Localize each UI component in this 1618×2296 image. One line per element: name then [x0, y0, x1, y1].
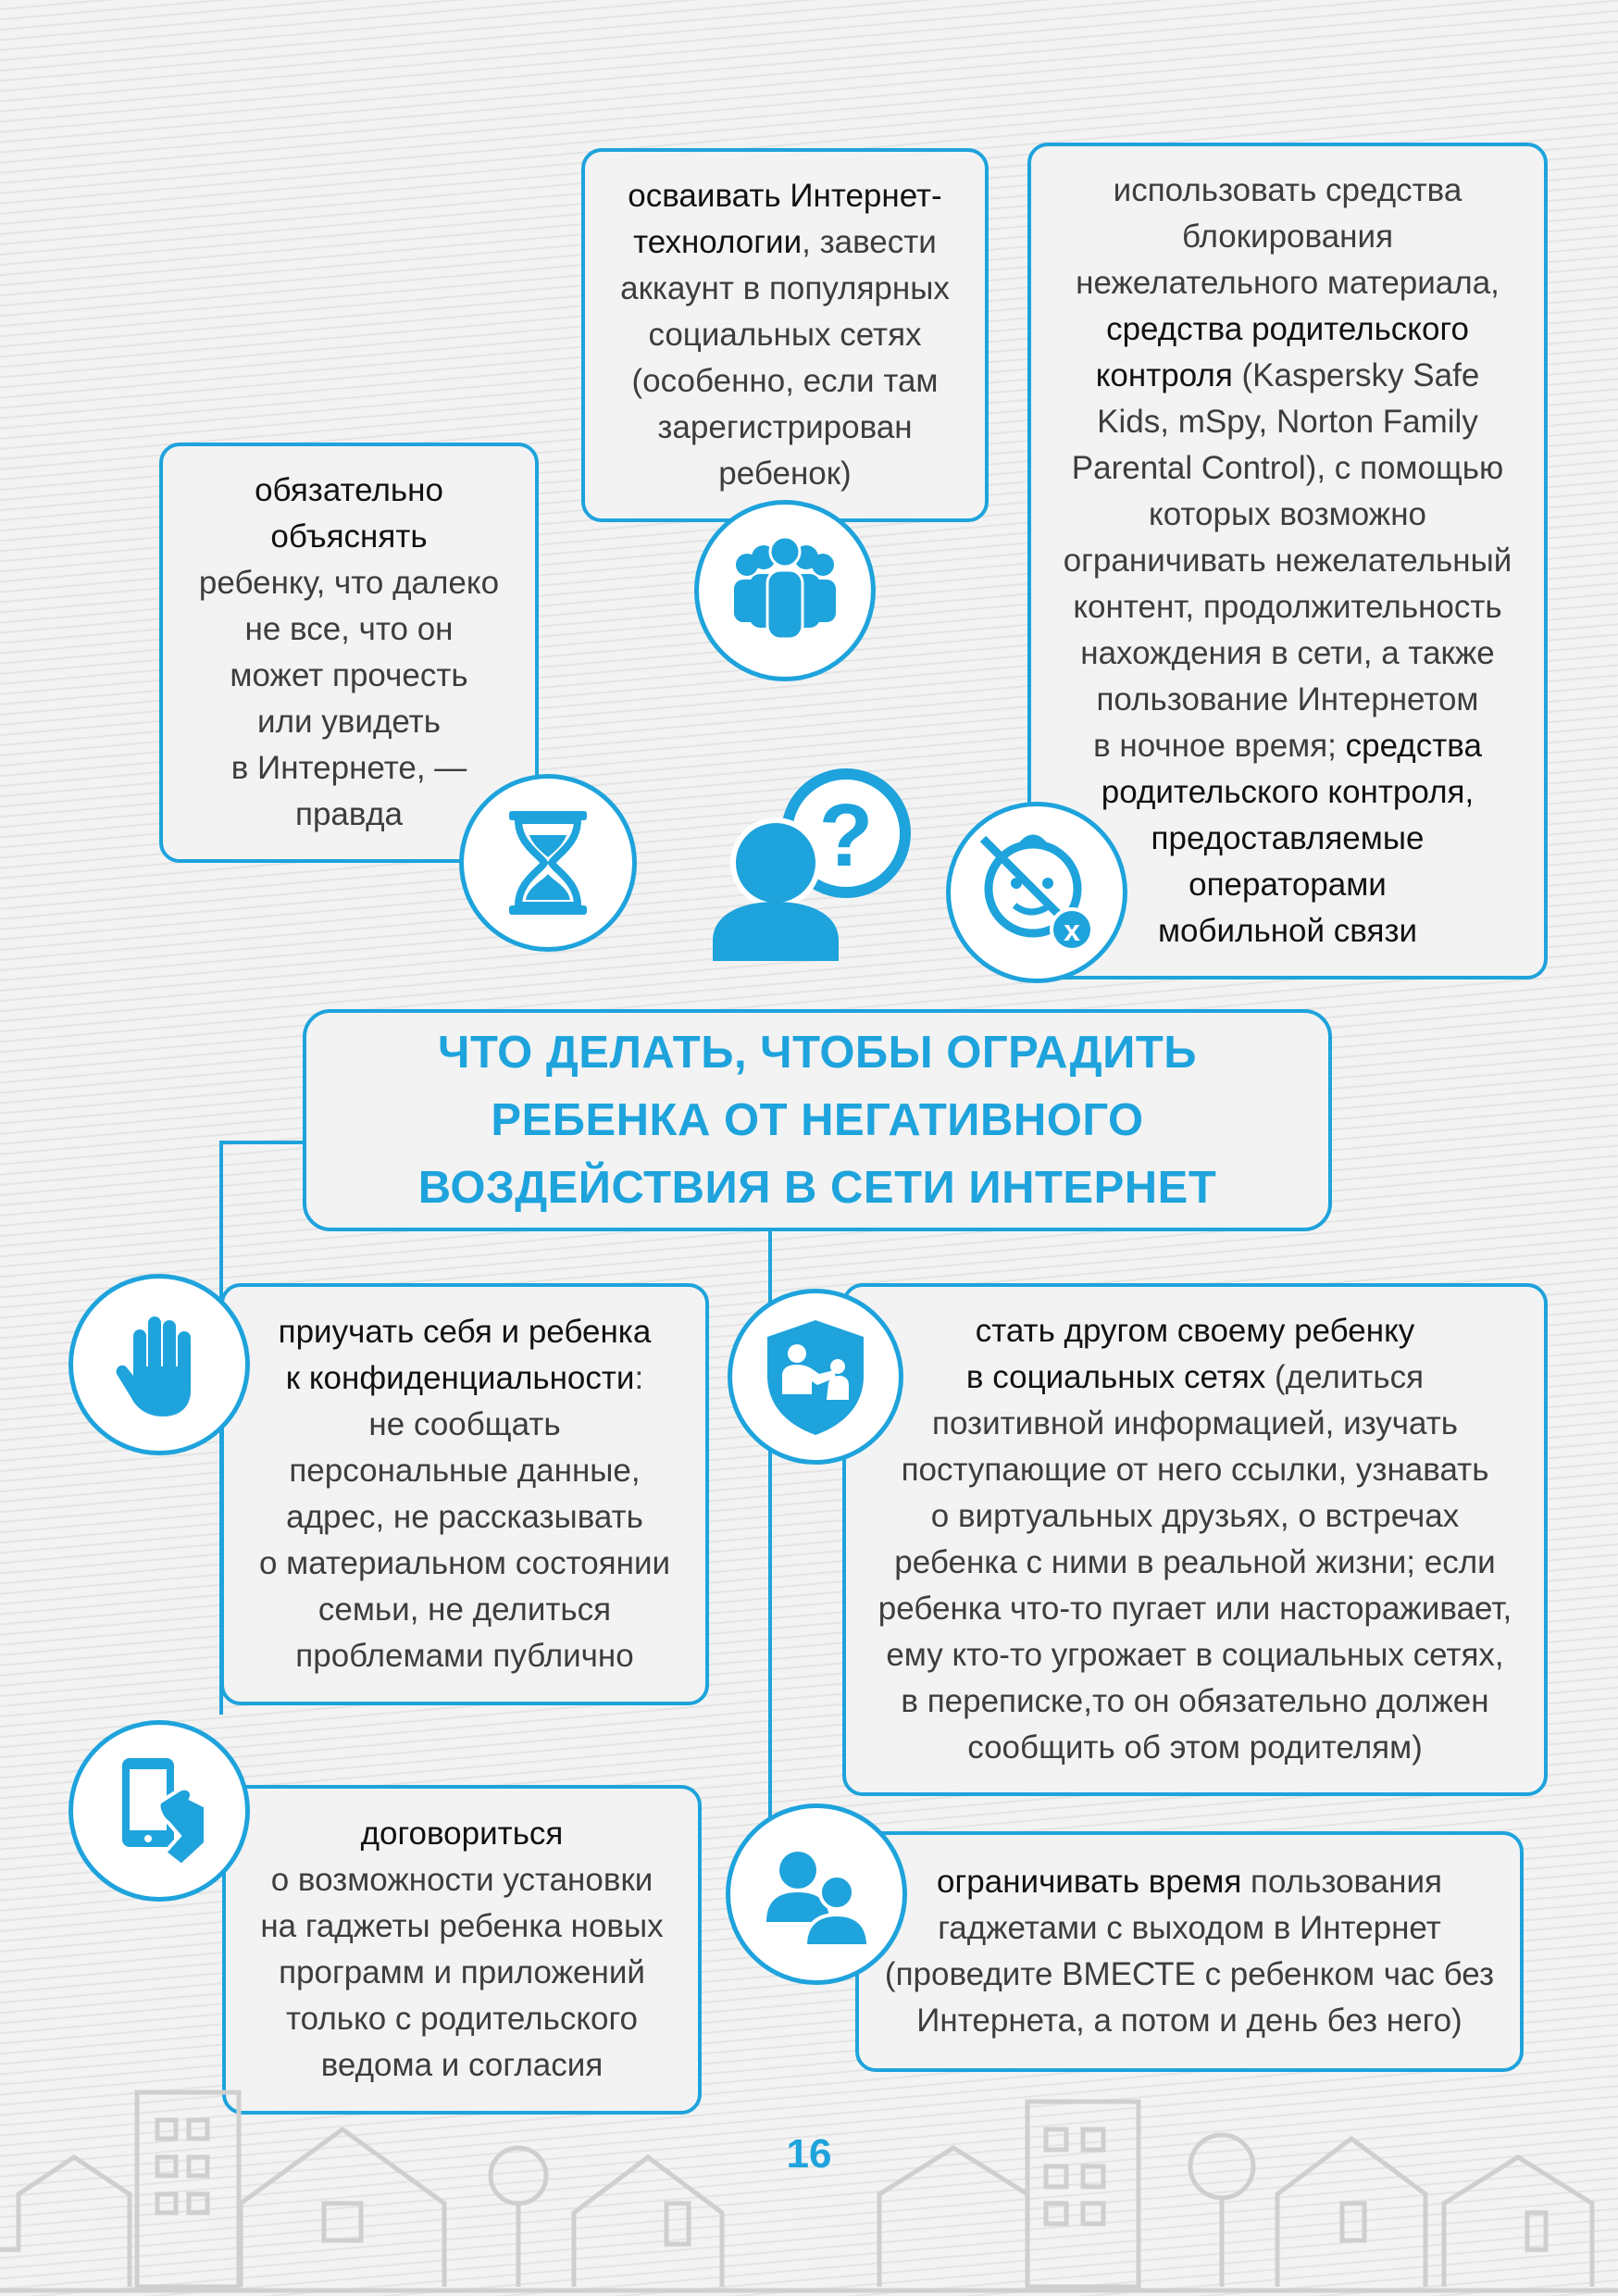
blocked-child-icon: [946, 802, 1127, 983]
two-people-icon: [726, 1803, 907, 1985]
svg-text:?: ?: [818, 786, 874, 885]
houses-decoration: [0, 2065, 1618, 2296]
title-line-2: РЕБЕНКА ОТ НЕГАТИВНОГО: [491, 1094, 1144, 1145]
box-agree: договориться о возможности установки на гаджеты ребенка новых программ и приложений только с родительского ведома и согласия: [222, 1785, 702, 2115]
phone-hand-icon: [68, 1720, 250, 1902]
user-question-icon: [707, 759, 926, 963]
box-friend: стать другом своему ребенку в социальных сетях (делиться позитивной информацией, изучать поступающие от него ссылки, узнавать о виртуальных друзьях, о встречах ребенка с ними в реальной жизни; если ребенка что-то пугает или настораживает, ему кто-то угрожает в социальных сетях, в переписке,то он обязательно должен сообщить об этом родителям): [842, 1283, 1548, 1796]
box-explain: обязательно объяснять ребенку, что далеко не все, что он может прочесть или увидеть в Интернете, — правда: [159, 443, 539, 863]
hourglass-icon: [459, 774, 637, 952]
box-limit-time: ограничивать время пользования гаджетами с выходом в Интернет (проведите ВМЕСТЕ с ребенком час без Интернета, а потом и день без него): [855, 1831, 1524, 2072]
main-title-box: [303, 1009, 1332, 1231]
box-blocking-tools: использовать средства блокирования нежелательного материала, средства родительского контроля (Kaspersky Safe Kids, mSpy, Norton Family Parental Control), с помощью которых возможно ограничивать нежелательный контент, продолжительность нахождения в сети, а также пользование Интернетом в ночное время; средства родительского контроля, предоставляемые операторами мобильной связи: [1027, 143, 1548, 980]
people-group-icon: [694, 500, 876, 681]
shield-family-icon: [728, 1289, 903, 1465]
title-line-3: ВОЗДЕЙСТВИЯ В СЕТИ ИНТЕРНЕТ: [417, 1162, 1217, 1213]
stop-hand-icon: [68, 1274, 250, 1455]
svg-text:x: x: [1064, 914, 1080, 947]
box-internet-technologies: осваивать Интернет- технологии, завести аккаунт в популярных социальных сетях (особенно, если там зарегистрирован ребенок): [581, 148, 989, 522]
box-privacy: приучать себя и ребенка к конфиденциальности: не сообщать персональные данные, адрес, не рассказывать о материальном состоянии семьи, не делиться проблемами публично: [220, 1283, 709, 1705]
connector-left-horizontal: [219, 1141, 305, 1144]
page-number: 16: [786, 2131, 832, 2177]
title-line-1: ЧТО ДЕЛАТЬ, ЧТОБЫ ОГРАДИТЬ: [438, 1027, 1197, 1078]
